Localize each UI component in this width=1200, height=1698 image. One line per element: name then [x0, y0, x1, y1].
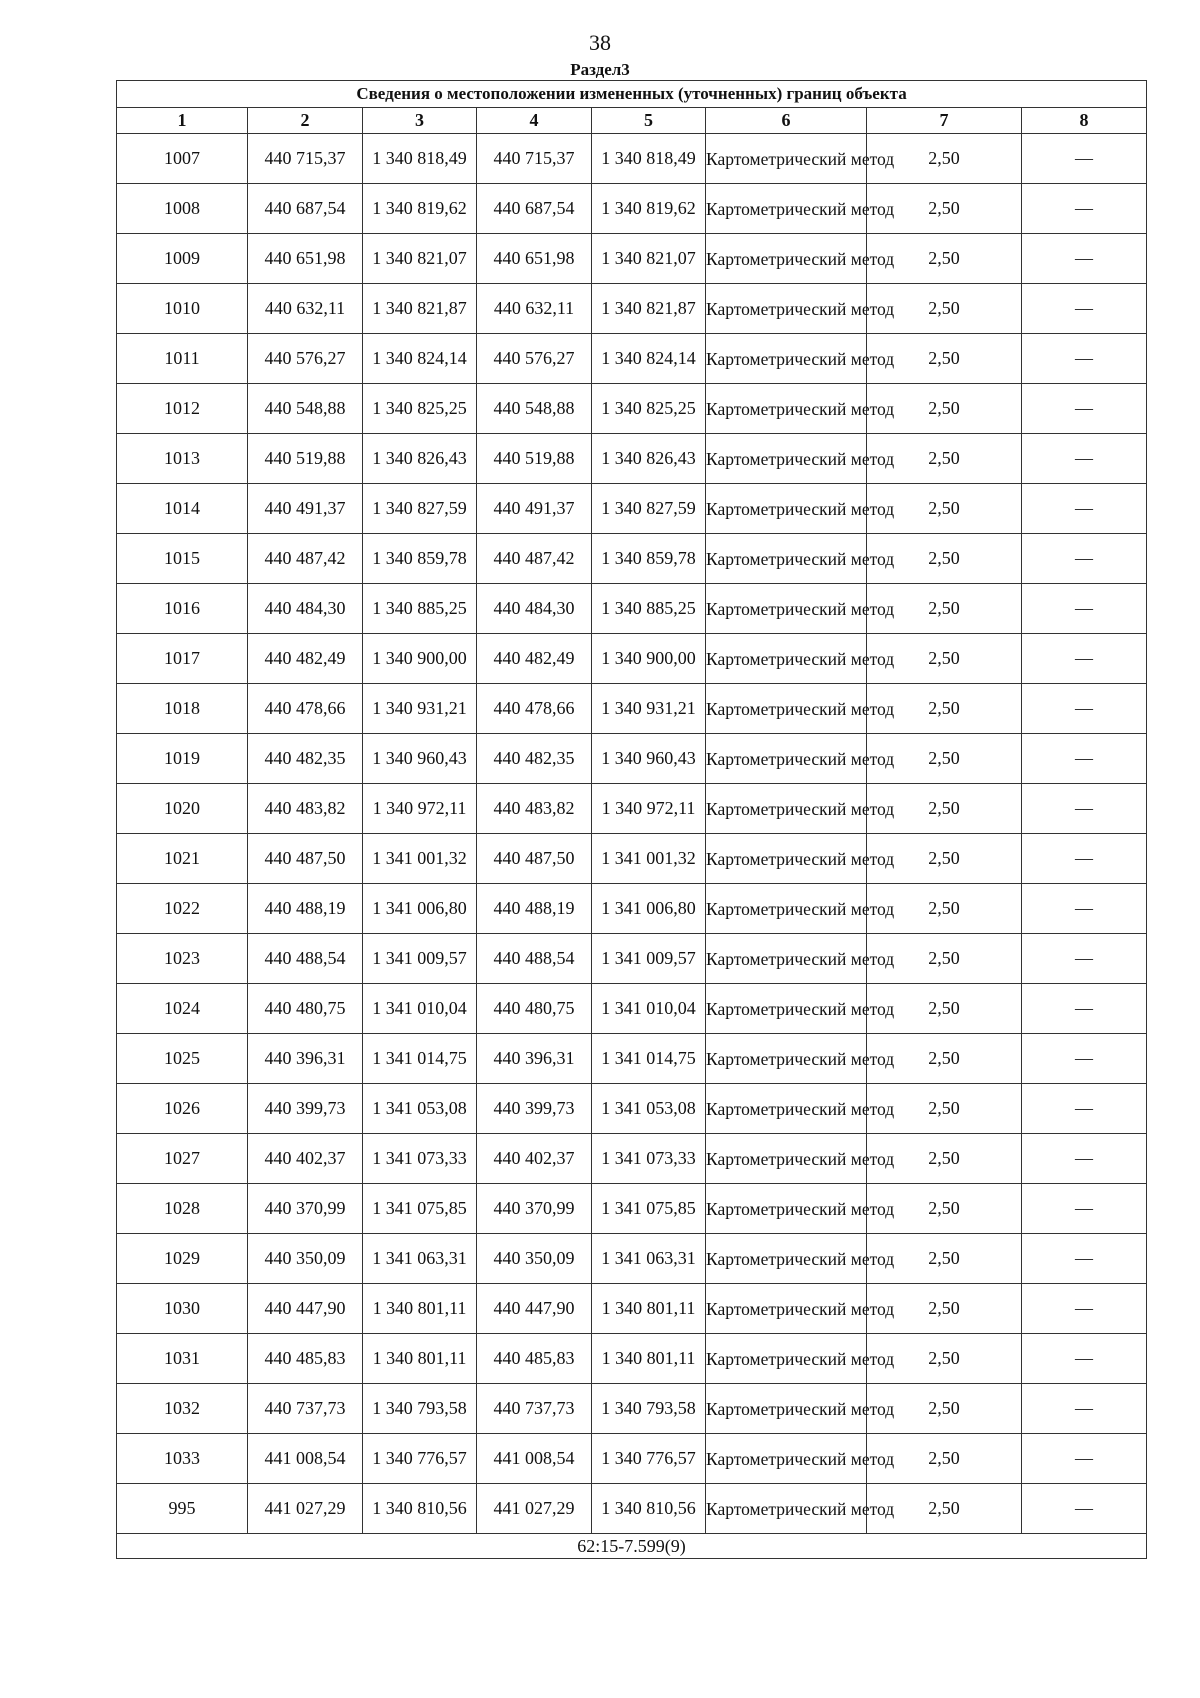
accuracy-value: 2,50 [867, 784, 1022, 834]
description-value: — [1022, 1284, 1147, 1334]
table-row [117, 884, 1147, 934]
accuracy-value: 2,50 [867, 1284, 1022, 1334]
accuracy-value: 2,50 [867, 134, 1022, 184]
y-coordinate-new: 1 340 900,00 [592, 634, 706, 684]
accuracy-value: 2,50 [867, 284, 1022, 334]
determination-method: Картометрический метод [706, 684, 867, 734]
y-coordinate-existing: 1 340 972,11 [363, 784, 477, 834]
point-number: 1033 [117, 1434, 248, 1484]
x-coordinate-new: 440 576,27 [477, 334, 592, 384]
determination-method: Картометрический метод [706, 934, 867, 984]
point-number: 1009 [117, 234, 248, 284]
y-coordinate-new: 1 341 009,57 [592, 934, 706, 984]
y-coordinate-new: 1 340 821,07 [592, 234, 706, 284]
point-number: 1031 [117, 1334, 248, 1384]
y-coordinate-existing: 1 340 824,14 [363, 334, 477, 384]
column-header: 3 [363, 108, 477, 134]
table-row [117, 1084, 1147, 1134]
y-coordinate-existing: 1 340 825,25 [363, 384, 477, 434]
point-number: 1011 [117, 334, 248, 384]
description-value: — [1022, 1184, 1147, 1234]
y-coordinate-existing: 1 341 073,33 [363, 1134, 477, 1184]
registry-number: 62:15-7.599(9) [117, 1534, 1147, 1559]
description-value: — [1022, 1334, 1147, 1384]
x-coordinate-new: 440 483,82 [477, 784, 592, 834]
table-row [117, 684, 1147, 734]
boundary-coordinates-table [116, 80, 1147, 1559]
description-value: — [1022, 334, 1147, 384]
x-coordinate-new: 440 399,73 [477, 1084, 592, 1134]
description-value: — [1022, 1234, 1147, 1284]
description-value: — [1022, 934, 1147, 984]
point-number: 1021 [117, 834, 248, 884]
x-coordinate-new: 440 488,54 [477, 934, 592, 984]
x-coordinate-new: 440 488,19 [477, 884, 592, 934]
x-coordinate-existing: 440 737,73 [248, 1384, 363, 1434]
x-coordinate-new: 440 396,31 [477, 1034, 592, 1084]
description-value: — [1022, 384, 1147, 434]
description-value: — [1022, 484, 1147, 534]
x-coordinate-existing: 440 480,75 [248, 984, 363, 1034]
table-footer-row [117, 1534, 1147, 1559]
description-value: — [1022, 1034, 1147, 1084]
y-coordinate-new: 1 341 053,08 [592, 1084, 706, 1134]
point-number: 1024 [117, 984, 248, 1034]
point-number: 1015 [117, 534, 248, 584]
description-value: — [1022, 184, 1147, 234]
point-number: 1028 [117, 1184, 248, 1234]
table-row [117, 534, 1147, 584]
x-coordinate-existing: 440 491,37 [248, 484, 363, 534]
column-header: 2 [248, 108, 363, 134]
x-coordinate-existing: 440 447,90 [248, 1284, 363, 1334]
x-coordinate-existing: 440 488,54 [248, 934, 363, 984]
description-value: — [1022, 134, 1147, 184]
determination-method: Картометрический метод [706, 984, 867, 1034]
y-coordinate-new: 1 340 960,43 [592, 734, 706, 784]
description-value: — [1022, 1134, 1147, 1184]
point-number: 1019 [117, 734, 248, 784]
column-header: 5 [592, 108, 706, 134]
determination-method: Картометрический метод [706, 1484, 867, 1534]
determination-method: Картометрический метод [706, 184, 867, 234]
x-coordinate-new: 440 478,66 [477, 684, 592, 734]
x-coordinate-existing: 440 487,50 [248, 834, 363, 884]
y-coordinate-existing: 1 341 075,85 [363, 1184, 477, 1234]
x-coordinate-new: 440 737,73 [477, 1384, 592, 1434]
x-coordinate-existing: 440 548,88 [248, 384, 363, 434]
x-coordinate-new: 440 519,88 [477, 434, 592, 484]
column-header: 6 [706, 108, 867, 134]
accuracy-value: 2,50 [867, 484, 1022, 534]
point-number: 1027 [117, 1134, 248, 1184]
y-coordinate-existing: 1 340 801,11 [363, 1284, 477, 1334]
determination-method: Картометрический метод [706, 1284, 867, 1334]
determination-method: Картометрический метод [706, 384, 867, 434]
accuracy-value: 2,50 [867, 634, 1022, 684]
table-row [117, 484, 1147, 534]
y-coordinate-new: 1 340 818,49 [592, 134, 706, 184]
x-coordinate-existing: 440 482,35 [248, 734, 363, 784]
y-coordinate-new: 1 341 014,75 [592, 1034, 706, 1084]
table-row [117, 1284, 1147, 1334]
table-row [117, 1184, 1147, 1234]
point-number: 1025 [117, 1034, 248, 1084]
y-coordinate-new: 1 341 006,80 [592, 884, 706, 934]
page-number: 38 [589, 30, 611, 55]
x-coordinate-existing: 440 687,54 [248, 184, 363, 234]
table-row [117, 1134, 1147, 1184]
description-value: — [1022, 884, 1147, 934]
y-coordinate-new: 1 341 073,33 [592, 1134, 706, 1184]
y-coordinate-existing: 1 341 014,75 [363, 1034, 477, 1084]
point-number: 1023 [117, 934, 248, 984]
y-coordinate-existing: 1 341 063,31 [363, 1234, 477, 1284]
determination-method: Картометрический метод [706, 1234, 867, 1284]
x-coordinate-new: 440 548,88 [477, 384, 592, 434]
determination-method: Картометрический метод [706, 1384, 867, 1434]
description-value: — [1022, 584, 1147, 634]
point-number: 1007 [117, 134, 248, 184]
x-coordinate-existing: 440 482,49 [248, 634, 363, 684]
determination-method: Картометрический метод [706, 1034, 867, 1084]
description-value: — [1022, 634, 1147, 684]
table-row [117, 1384, 1147, 1434]
y-coordinate-new: 1 341 001,32 [592, 834, 706, 884]
x-coordinate-existing: 440 484,30 [248, 584, 363, 634]
x-coordinate-new: 440 485,83 [477, 1334, 592, 1384]
table-row [117, 1484, 1147, 1534]
y-coordinate-existing: 1 340 818,49 [363, 134, 477, 184]
determination-method: Картометрический метод [706, 584, 867, 634]
accuracy-value: 2,50 [867, 734, 1022, 784]
determination-method: Картометрический метод [706, 234, 867, 284]
x-coordinate-new: 440 350,09 [477, 1234, 592, 1284]
determination-method: Картометрический метод [706, 434, 867, 484]
accuracy-value: 2,50 [867, 1034, 1022, 1084]
table-header-row [117, 108, 1147, 134]
point-number: 995 [117, 1484, 248, 1534]
x-coordinate-new: 440 482,49 [477, 634, 592, 684]
column-header: 4 [477, 108, 592, 134]
description-value: — [1022, 784, 1147, 834]
description-value: — [1022, 234, 1147, 284]
description-value: — [1022, 284, 1147, 334]
determination-method: Картометрический метод [706, 1184, 867, 1234]
y-coordinate-new: 1 340 801,11 [592, 1284, 706, 1334]
x-coordinate-new: 440 487,42 [477, 534, 592, 584]
determination-method: Картометрический метод [706, 534, 867, 584]
x-coordinate-new: 440 447,90 [477, 1284, 592, 1334]
point-number: 1014 [117, 484, 248, 534]
column-header: 7 [867, 108, 1022, 134]
table-row [117, 234, 1147, 284]
table-row [117, 984, 1147, 1034]
column-header: 8 [1022, 108, 1147, 134]
determination-method: Картометрический метод [706, 1084, 867, 1134]
accuracy-value: 2,50 [867, 684, 1022, 734]
description-value: — [1022, 434, 1147, 484]
x-coordinate-new: 440 651,98 [477, 234, 592, 284]
x-coordinate-new: 440 715,37 [477, 134, 592, 184]
x-coordinate-new: 440 632,11 [477, 284, 592, 334]
table-row [117, 834, 1147, 884]
determination-method: Картометрический метод [706, 734, 867, 784]
x-coordinate-existing: 440 487,42 [248, 534, 363, 584]
y-coordinate-new: 1 340 824,14 [592, 334, 706, 384]
y-coordinate-new: 1 340 859,78 [592, 534, 706, 584]
y-coordinate-existing: 1 340 859,78 [363, 534, 477, 584]
y-coordinate-existing: 1 340 821,87 [363, 284, 477, 334]
y-coordinate-new: 1 340 825,25 [592, 384, 706, 434]
determination-method: Картометрический метод [706, 134, 867, 184]
x-coordinate-new: 440 491,37 [477, 484, 592, 534]
y-coordinate-new: 1 340 827,59 [592, 484, 706, 534]
point-number: 1016 [117, 584, 248, 634]
description-value: — [1022, 1484, 1147, 1534]
y-coordinate-existing: 1 340 801,11 [363, 1334, 477, 1384]
accuracy-value: 2,50 [867, 834, 1022, 884]
accuracy-value: 2,50 [867, 534, 1022, 584]
table-caption: Сведения о местоположении измененных (уточненных) границ объекта [117, 81, 1147, 108]
y-coordinate-new: 1 341 010,04 [592, 984, 706, 1034]
determination-method: Картометрический метод [706, 834, 867, 884]
accuracy-value: 2,50 [867, 184, 1022, 234]
accuracy-value: 2,50 [867, 1484, 1022, 1534]
x-coordinate-new: 440 402,37 [477, 1134, 592, 1184]
point-number: 1020 [117, 784, 248, 834]
x-coordinate-new: 441 027,29 [477, 1484, 592, 1534]
point-number: 1022 [117, 884, 248, 934]
description-value: — [1022, 1084, 1147, 1134]
accuracy-value: 2,50 [867, 1084, 1022, 1134]
accuracy-value: 2,50 [867, 1384, 1022, 1434]
x-coordinate-new: 440 484,30 [477, 584, 592, 634]
y-coordinate-existing: 1 340 776,57 [363, 1434, 477, 1484]
table-row [117, 584, 1147, 634]
accuracy-value: 2,50 [867, 1184, 1022, 1234]
accuracy-value: 2,50 [867, 934, 1022, 984]
y-coordinate-new: 1 340 810,56 [592, 1484, 706, 1534]
accuracy-value: 2,50 [867, 234, 1022, 284]
table-row [117, 1334, 1147, 1384]
table-row [117, 734, 1147, 784]
description-value: — [1022, 734, 1147, 784]
accuracy-value: 2,50 [867, 884, 1022, 934]
table-row [117, 334, 1147, 384]
x-coordinate-existing: 440 370,99 [248, 1184, 363, 1234]
y-coordinate-existing: 1 340 793,58 [363, 1384, 477, 1434]
y-coordinate-existing: 1 340 931,21 [363, 684, 477, 734]
table-row [117, 1234, 1147, 1284]
point-number: 1008 [117, 184, 248, 234]
point-number: 1017 [117, 634, 248, 684]
determination-method: Картометрический метод [706, 784, 867, 834]
determination-method: Картометрический метод [706, 634, 867, 684]
determination-method: Картометрический метод [706, 484, 867, 534]
accuracy-value: 2,50 [867, 584, 1022, 634]
accuracy-value: 2,50 [867, 434, 1022, 484]
point-number: 1029 [117, 1234, 248, 1284]
description-value: — [1022, 1384, 1147, 1434]
y-coordinate-existing: 1 341 053,08 [363, 1084, 477, 1134]
x-coordinate-existing: 440 399,73 [248, 1084, 363, 1134]
x-coordinate-existing: 440 519,88 [248, 434, 363, 484]
y-coordinate-new: 1 340 801,11 [592, 1334, 706, 1384]
y-coordinate-existing: 1 341 001,32 [363, 834, 477, 884]
y-coordinate-new: 1 341 075,85 [592, 1184, 706, 1234]
table-row [117, 1434, 1147, 1484]
point-number: 1032 [117, 1384, 248, 1434]
table-row [117, 934, 1147, 984]
description-value: — [1022, 984, 1147, 1034]
point-number: 1010 [117, 284, 248, 334]
table-caption-row [117, 81, 1147, 108]
x-coordinate-new: 441 008,54 [477, 1434, 592, 1484]
y-coordinate-new: 1 340 793,58 [592, 1384, 706, 1434]
y-coordinate-new: 1 340 821,87 [592, 284, 706, 334]
y-coordinate-existing: 1 341 009,57 [363, 934, 477, 984]
determination-method: Картометрический метод [706, 1334, 867, 1384]
y-coordinate-new: 1 340 931,21 [592, 684, 706, 734]
x-coordinate-existing: 440 485,83 [248, 1334, 363, 1384]
x-coordinate-new: 440 370,99 [477, 1184, 592, 1234]
table-row [117, 184, 1147, 234]
x-coordinate-existing: 441 008,54 [248, 1434, 363, 1484]
y-coordinate-new: 1 340 885,25 [592, 584, 706, 634]
point-number: 1012 [117, 384, 248, 434]
y-coordinate-new: 1 340 972,11 [592, 784, 706, 834]
point-number: 1030 [117, 1284, 248, 1334]
x-coordinate-existing: 440 483,82 [248, 784, 363, 834]
y-coordinate-existing: 1 340 827,59 [363, 484, 477, 534]
y-coordinate-existing: 1 340 885,25 [363, 584, 477, 634]
x-coordinate-existing: 440 632,11 [248, 284, 363, 334]
accuracy-value: 2,50 [867, 1234, 1022, 1284]
x-coordinate-existing: 440 576,27 [248, 334, 363, 384]
section-title: Раздел3 [570, 60, 630, 79]
x-coordinate-existing: 440 350,09 [248, 1234, 363, 1284]
determination-method: Картометрический метод [706, 1134, 867, 1184]
y-coordinate-existing: 1 340 900,00 [363, 634, 477, 684]
table-row [117, 784, 1147, 834]
y-coordinate-existing: 1 341 010,04 [363, 984, 477, 1034]
x-coordinate-existing: 441 027,29 [248, 1484, 363, 1534]
y-coordinate-new: 1 340 826,43 [592, 434, 706, 484]
x-coordinate-existing: 440 478,66 [248, 684, 363, 734]
point-number: 1013 [117, 434, 248, 484]
description-value: — [1022, 684, 1147, 734]
x-coordinate-existing: 440 396,31 [248, 1034, 363, 1084]
y-coordinate-new: 1 340 819,62 [592, 184, 706, 234]
y-coordinate-existing: 1 340 826,43 [363, 434, 477, 484]
determination-method: Картометрический метод [706, 1434, 867, 1484]
x-coordinate-existing: 440 651,98 [248, 234, 363, 284]
table-row [117, 284, 1147, 334]
accuracy-value: 2,50 [867, 1134, 1022, 1184]
accuracy-value: 2,50 [867, 384, 1022, 434]
point-number: 1026 [117, 1084, 248, 1134]
table-row [117, 134, 1147, 184]
x-coordinate-new: 440 487,50 [477, 834, 592, 884]
determination-method: Картометрический метод [706, 334, 867, 384]
table-row [117, 1034, 1147, 1084]
determination-method: Картометрический метод [706, 284, 867, 334]
y-coordinate-existing: 1 340 821,07 [363, 234, 477, 284]
table-row [117, 384, 1147, 434]
y-coordinate-new: 1 341 063,31 [592, 1234, 706, 1284]
determination-method: Картометрический метод [706, 884, 867, 934]
x-coordinate-existing: 440 488,19 [248, 884, 363, 934]
x-coordinate-new: 440 480,75 [477, 984, 592, 1034]
y-coordinate-existing: 1 341 006,80 [363, 884, 477, 934]
table-row [117, 434, 1147, 484]
description-value: — [1022, 534, 1147, 584]
accuracy-value: 2,50 [867, 334, 1022, 384]
accuracy-value: 2,50 [867, 1434, 1022, 1484]
y-coordinate-existing: 1 340 960,43 [363, 734, 477, 784]
accuracy-value: 2,50 [867, 984, 1022, 1034]
table-body [117, 134, 1147, 1534]
accuracy-value: 2,50 [867, 1334, 1022, 1384]
x-coordinate-existing: 440 715,37 [248, 134, 363, 184]
table-row [117, 634, 1147, 684]
x-coordinate-new: 440 482,35 [477, 734, 592, 784]
y-coordinate-existing: 1 340 819,62 [363, 184, 477, 234]
description-value: — [1022, 834, 1147, 884]
x-coordinate-new: 440 687,54 [477, 184, 592, 234]
column-header: 1 [117, 108, 248, 134]
x-coordinate-existing: 440 402,37 [248, 1134, 363, 1184]
description-value: — [1022, 1434, 1147, 1484]
point-number: 1018 [117, 684, 248, 734]
y-coordinate-existing: 1 340 810,56 [363, 1484, 477, 1534]
y-coordinate-new: 1 340 776,57 [592, 1434, 706, 1484]
